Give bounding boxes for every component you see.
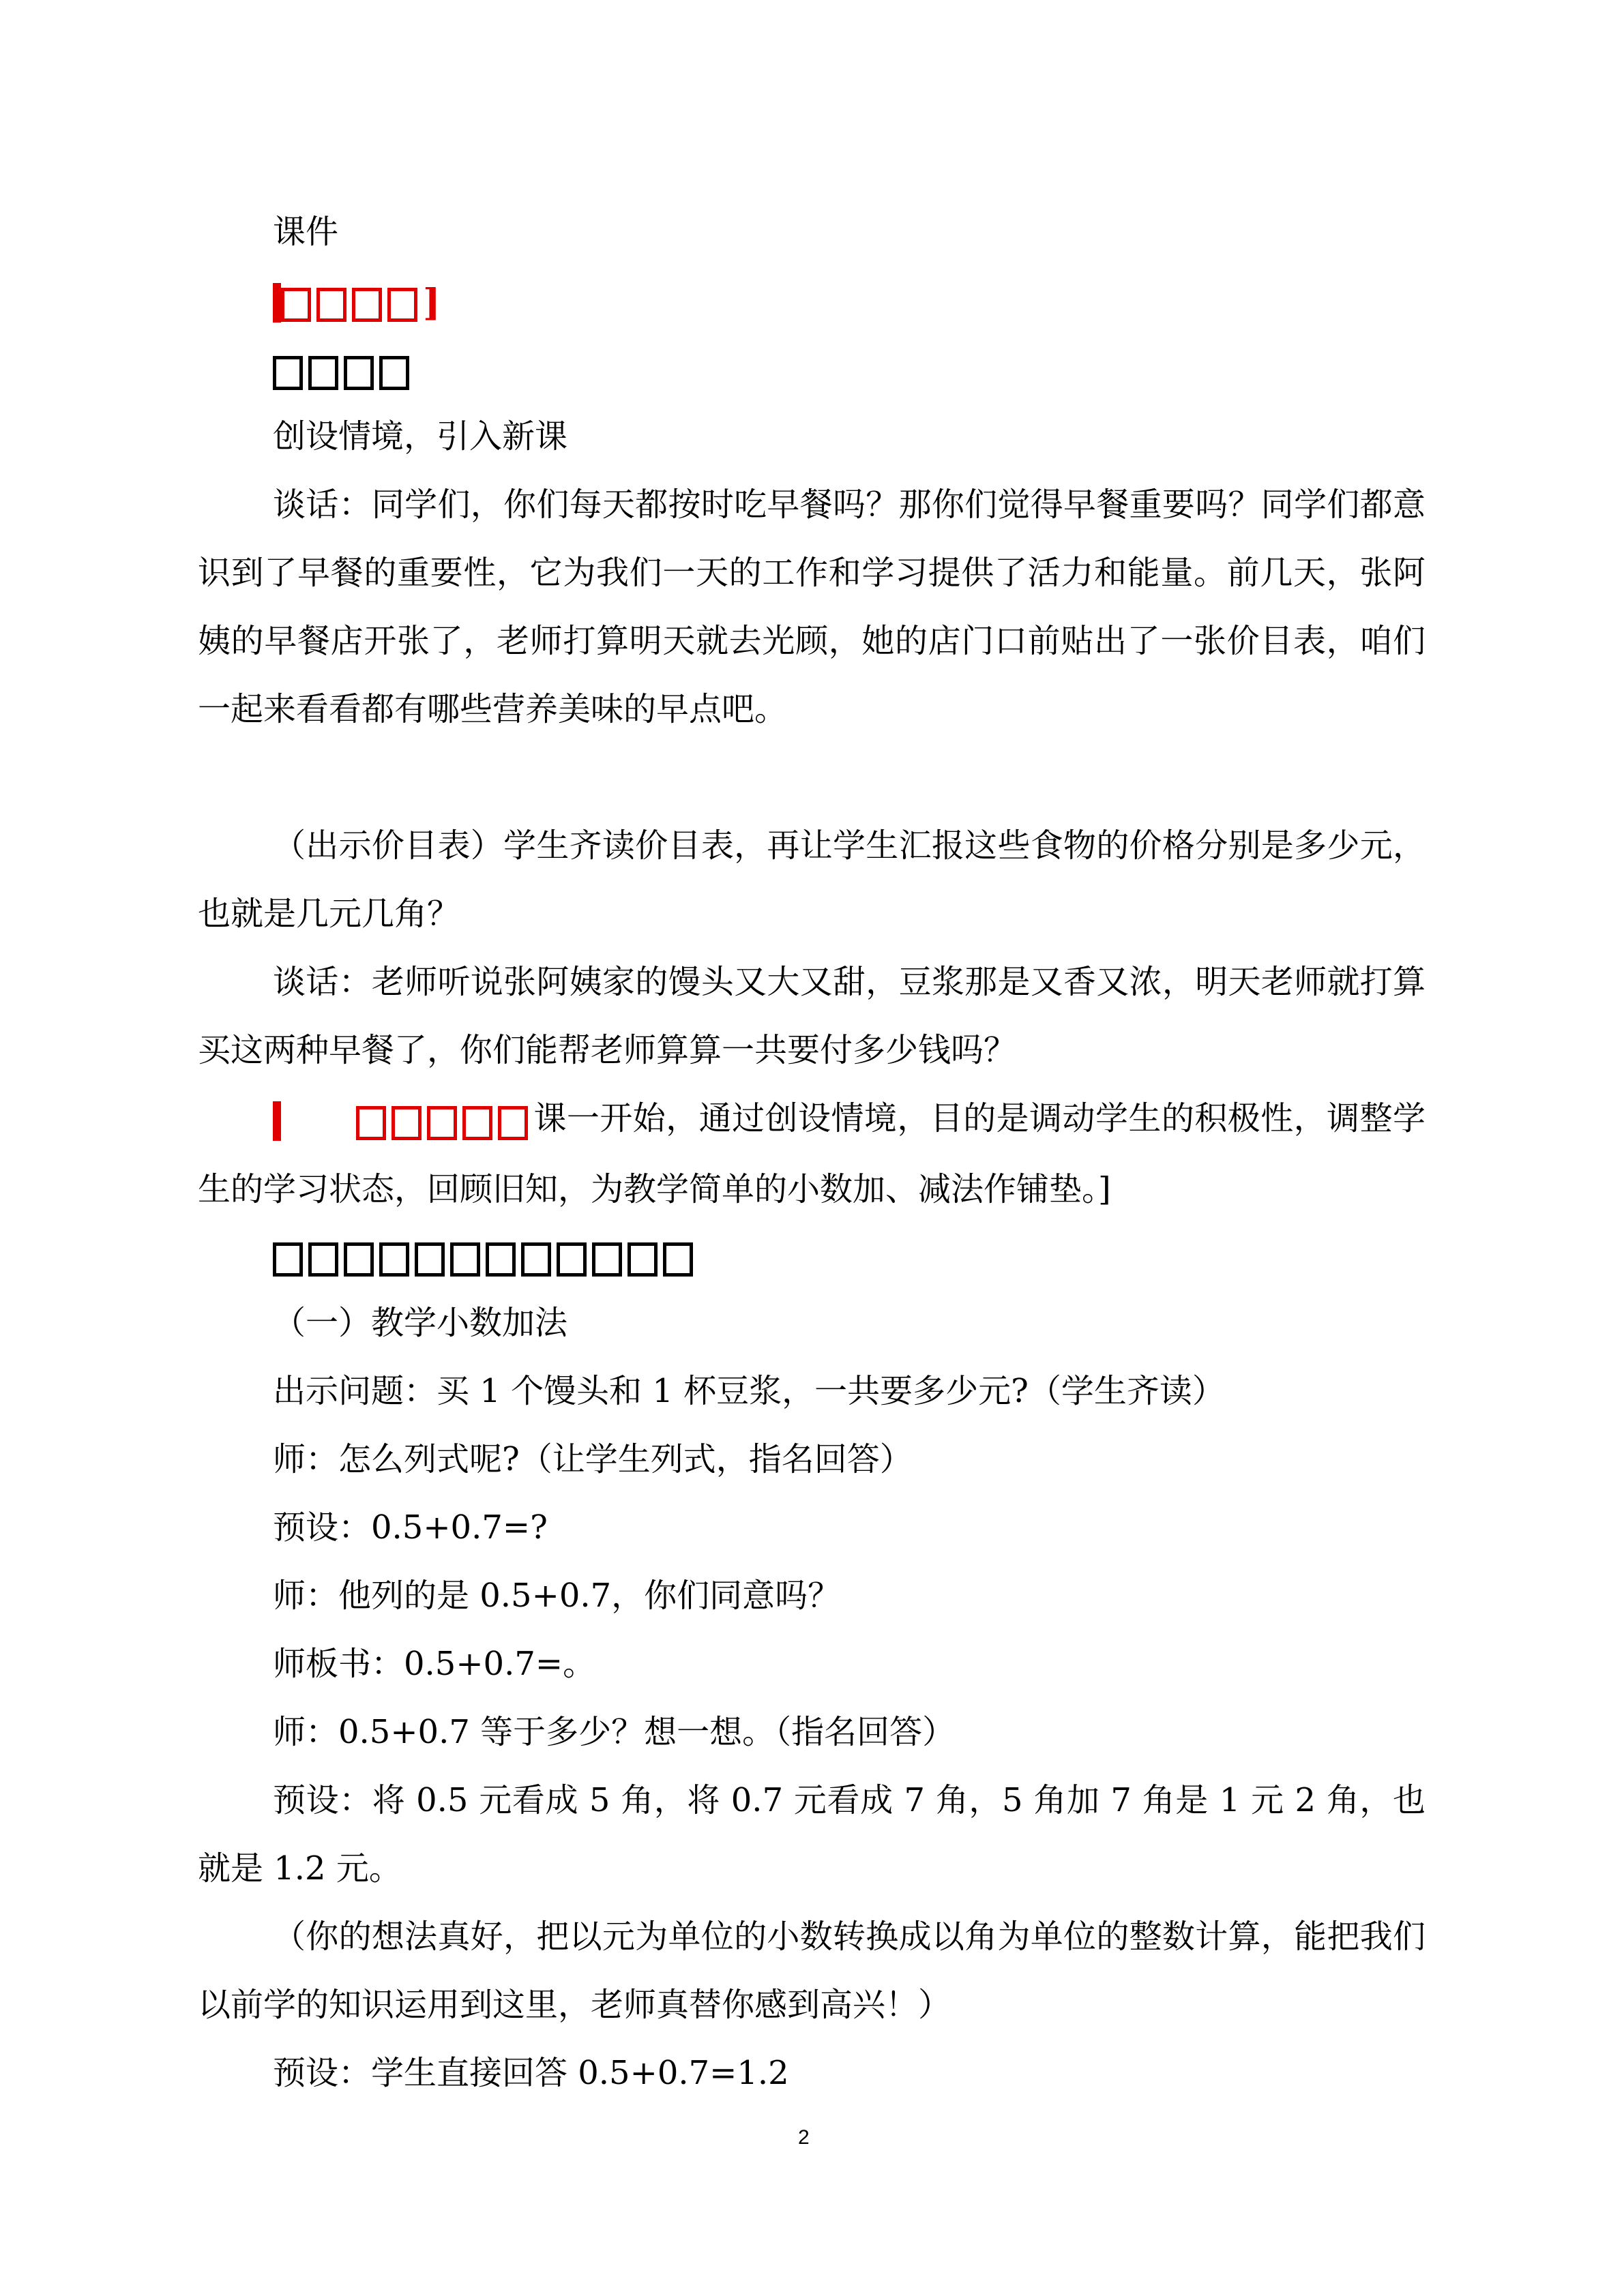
line-preset3: 预设：学生直接回答 0.5+0.7=1.2	[273, 2054, 789, 2092]
paragraph-talk1	[198, 471, 1426, 743]
line-preset1: 预设：0.5+0.7=?	[273, 1508, 548, 1547]
line-teacher-agree: 师：他列的是 0.5+0.7，你们同意吗？	[273, 1577, 841, 1615]
paragraph-text: （出示价目表）学生齐读价目表，再让学生汇报这些食物的价格分别是多少元，也就是几元几角？	[198, 826, 1426, 933]
design-note-prefix	[273, 1099, 533, 1137]
placeholder-glyphs	[273, 337, 415, 405]
sub1-title: （一）教学小数加法	[273, 1304, 568, 1342]
line-teacher-think: 师：0.5+0.7 等于多少？想一想。（指名回答）	[273, 1713, 956, 1751]
section2-heading	[273, 1221, 698, 1292]
section-red-heading	[273, 266, 441, 337]
paragraph-talk2	[198, 948, 1426, 1084]
placeholder-glyphs	[273, 1223, 698, 1292]
step1-title: 创设情境，引入新课	[273, 417, 568, 456]
design-note-text: 课一开始，通过创设情境，目的是调动学生的积极性，调整学生的学习状态，回顾旧知，为教学简单的小数加、减法作铺垫。]	[198, 1099, 1426, 1208]
page-number: 2	[798, 2126, 810, 2149]
line-board: 师板书：0.5+0.7=。	[273, 1645, 596, 1683]
paragraph-show-menu	[198, 811, 1426, 948]
line-teacher-formula: 师：怎么列式呢?（让学生列式，指名回答）	[273, 1440, 913, 1478]
paragraph-text: 谈话：同学们，你们每天都按时吃早餐吗？那你们觉得早餐重要吗？同学们都意识到了早餐的重要性，它为我们一天的工作和学习提供了活力和能量。前几天，张阿姨的早餐店开张了，老师打算明天就去光顾，她的店门口前贴出了一张价目表，咱们一起来看看都有哪些营养美味的早点吧。	[198, 486, 1426, 728]
paragraph-preset2	[198, 1766, 1426, 1903]
placeholder-glyphs	[281, 269, 423, 337]
paragraph-praise	[198, 1903, 1426, 2039]
section-black-heading	[273, 334, 415, 405]
paragraph-text: 预设：将 0.5 元看成 5 角，将 0.7 元看成 7 角，5 角加 7 角是 1 元 2 角，也就是 1.2 元。	[198, 1781, 1426, 1888]
courseware-label: 课件	[273, 213, 339, 251]
design-note	[198, 1084, 1426, 1223]
line-question: 出示问题：买 1 个馒头和 1 杯豆浆，一共要多少元?（学生齐读）	[273, 1372, 1225, 1410]
paragraph-text: （你的想法真好，把以元为单位的小数转换成以角为单位的整数计算，能把我们以前学的知识运用到这里，老师真替你感到高兴！）	[198, 1918, 1426, 2024]
close-bracket: ]	[423, 280, 441, 325]
paragraph-text: 谈话：老师听说张阿姨家的馒头又大又甜，豆浆那是又香又浓，明天老师就打算买这两种早餐了，你们能帮老师算算一共要付多少钱吗？	[198, 963, 1426, 1069]
open-bracket	[273, 283, 281, 323]
